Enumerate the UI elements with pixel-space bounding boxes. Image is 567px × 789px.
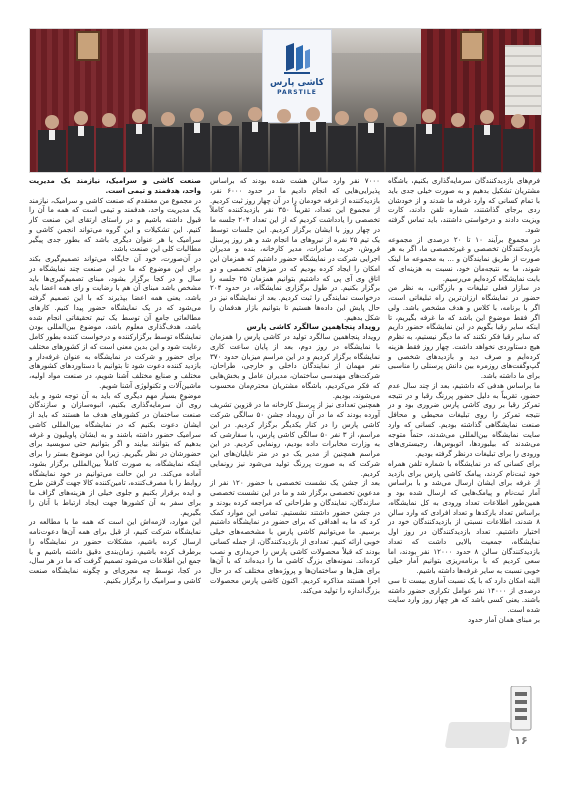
article-column-middle — [210, 176, 380, 595]
paragraph: در مجموع من معتقدم که صنعت کاشی و سرامیک، نیازمند یک مدیریت واحد، هدفمند و تیمی است که همه ما آن را قبول داشته باشیم و در راستای ارتقای این صنعت کار کنیم. این تشکیلات و این گروه می‌تواند انجمن کاشی و سرامیک یا هر عنوان دیگری باشد که بطور جدی پیگیر مطالبات کلی این صنعت باشد. — [29, 195, 201, 254]
article-column-right — [388, 176, 540, 625]
paragraph: رویداد پنجاهمین سالگرد تولید در کاشی پارس را همزمان با نمایشگاه در روز دوم، بعد از پایان ساعت کاری نمایشگاه برگزار کردیم و در این مراسم میزبان حدود ۳۷۰ نفر مهمان از نمایندگان داخلی و خارجی، طراحان، شرکت‌های مهندسی ساختمان، مدیران عامل و بخش‌هایی که فکر می‌کردیم، باشگاه مشتریان محترم‌مان محسوب می‌شوند، بودیم. — [210, 332, 380, 400]
article-column-left — [29, 176, 201, 586]
brand-name-fa: کاشی پارس — [269, 78, 325, 88]
paragraph: همچنین تعدادی نیز از پرسنل کارخانه ما در قزوین تشریف آورده بودند که ما در آن رویداد جشن ۵۰ سالگی شرکت کاشی پارس را در کنار یکدیگر برگزار کردیم. در این مراسم، از ۳ نفر ۵۰ سالگی کاشی پارس، با سفارشی که به وزارت مخابرات داده بودیم، رونمایی کردیم. در این مراسم همچنین از مدیر یک دو در متر نایلیان‌های این شرکت که به صورت پررنگ تولید می‌شود نیز رونمایی کردیم. — [210, 400, 381, 478]
portrait-frame — [76, 31, 100, 61]
paragraph: برای کسانی که در نمایشگاه با شماره تلفن همراه خود ثبت‌نام کردند، پیامک کاشی پارس برای بازدید از غرفه برای ایشان ارسال می‌شد و با براساس آمار ثبت‌نام و پیامک‌هایی که ارسال شده بود و همین‌طور اطلاعات تعداد ورودی به کل نمایشگاه، براساس تعداد بارکدها و تعداد افرادی که وارد سالن ۸ شدند، اطلاعات نسبتی از بازدیدکنندگان خود در اختیار داشتیم. تعداد بازدیدکنندگان در روز اول نمایشگاه، جمعیت بالایی داشت که تعداد بازدیدکنندگان سالن ۸ حدود ۱۲۰۰۰ نفر بودند، اما سعی کردیم که با برنامه‌ریزی بتوانیم آمار خیلی خوبی نسبت به سایر غرفه‌ها داشته باشیم. — [388, 458, 540, 575]
paragraph: بر مبنای همان آمار حدود — [468, 614, 540, 624]
brand-name-en: PARSTILE — [277, 89, 317, 96]
paragraph: در مجموع برآیند ۱۰ تا ۲۰ درصدی از مجموعه بازدیدکنندگان تخصصی و غیرتخصصی ما، اگر به هر صورت از طریق نمایندگان و ... به مجموعه ما لینک شوند، ما به نتیجه‌مان خود، نسبت به هزینه‌ای که بابت نمایشگاه کرده‌ایم می‌رسیم. — [388, 234, 540, 283]
paragraph: موضوع بسیار مهم دیگری که باید به آن توجه شود و باید روی آن سرمایه‌گذاری بکنیم، انبوه‌سازان و سازندگان صنعت ساختمان در کشورهای هدف ما هستند که باید از ایشان دعوت بکنیم که در نمایشگاه بین‌المللی کاشی سرامیک حضور داشته باشند و به ایشان پاویلیون و غرفه بدهیم که بتوانند بیایند و اگر بتوانیم حتی سوبسید برای حضورشان در نظر بگیریم. زیرا این موضوع بستر را برای اینکه نمایشگاه، به صورت کاملاً بین‌المللی برگزار بشود، آماده می‌کند. در این حالت می‌توانیم در خود نمایشگاه روابط را با مصرف‌کننده، تامین‌کننده کالا جهت گرفتن طرح و ایده برقرار بکنیم و جلوی خیلی از هزینه‌های گزاف ما برای سفر به آن کشورها جهت ایجاد ارتباط با آنان را بگیریم. — [29, 390, 201, 517]
paragraph: بعد از جشن یک نشست تخصصی با حضور ۱۲۰ نفر از مدعوین تخصصی برگزار شد و ما در این نشست تخصصی سازندگان، نمایندگان و طراحانی که مراجعه کرده بودند و در جشن حضور داشتند نشستیم. تمامی این موارد کمک کرد که ما به اهدافی که برای حضور در نمایشگاه داشتیم برسیم. ما می‌توانیم کاشی پارس با مشخصه‌های خیلی خوبی ارائه کنیم. تعدادی از بازدیدکنندگان، از جمله کسانی بودند که قبلاً محصولات کاشی پارس را خریداری و نصب کرده‌اند. نمونه‌های بزرگ کاشی ما را دیده‌اند که با آن‌ها برای هتل‌ها و ساختمان‌ها و پروژه‌های مختلف که در حال اجرا هستند مذاکره کردیم. اکنون کاشی پارس محصولات بزرگ‌اندازه را تولید می‌کند. — [210, 478, 380, 595]
page-marker — [447, 686, 535, 750]
paragraph: ما براساس هدفی که داشتیم، بعد از چند سال عدم حضور، تقریباً به دلیل حضور پررنگ رقبا و در نتیجه تمرکز رقبا بر روی کاشی پارس ضروری بود و در نتیجه تمرکز را روی تبلیغات محیطی و محافل صنعت نمایشگاهی گذاشته بودیم. کسانی که وارد سایت نمایشگاه بین‌المللی می‌شدند، حتماً متوجه می‌شدند که بیلبوردها، اتوبوس‌ها، رجیستری‌های ورودی را برای تبلیغات درنظر گرفته بودیم. — [388, 380, 540, 458]
portrait-frame — [460, 31, 484, 61]
pull-quote: صنعت کاشی و سرامیک، نیازمند یک مدیریت واحد، هدفمند و تیمی است. — [29, 176, 201, 195]
paragraph: در آن‌صورت، خود آن جایگاه می‌تواند تصمیم‌گیری بکند برای این موضوع که ما در این صنعت چند نمایشگاه در سال و در کجا برگزار بشود، مبنای تصمیم‌گیری‌ها باید مشخص باشد مبنای آن هم با رضایت و رای همه اعضا باید باشد، یعنی همه اعضا بپذیرند که با این تصمیم گرفته می‌شود که در یک نمایشگاه حضور پیدا کنیم. کارهای مطالعاتی جامع آن توسط یک تیم تحقیقاتی انجام شده باشد، هدف‌گذاری معلوم باشد، موضوع بین‌المللی بودن نمایشگاه توسط برگزارکننده و درخواست کننده بطور کامل رعایت شود و این بدین معنی است که از کشورهای مختلف برای حضور و شرکت در نمایشگاه به عنوان غرفه‌دار و بازدید کننده دعوت شود تا بتوانیم با دستاوردهای کشورهای مختلف و صنایع مختلف آشنا شویم، در صنعت مواد اولیه، ماشین‌آلات و تکنولوژی آشنا شویم. — [29, 254, 201, 390]
page-number: ۱۶ — [514, 734, 528, 747]
issue-badge — [445, 722, 512, 748]
section-heading: رویداد پنجاهمین سالگرد کاشی پارس — [246, 322, 380, 332]
group-of-people — [30, 100, 541, 172]
paragraph: ۷۰۰۰ نفر وارد سالن هشت شده بودند که براساس پذیرایی‌هایی که انجام دادیم ما در حدود ۶۰۰۰ نفر، بازدیدکننده از غرفه خودمان را در آن چهار روز ثبت کردیم. از مجموع این تعداد، تقریباً ۳۵۰ نفر بازدیدکننده کاملاً تخصصی را یادداشت کردیم که از این تعداد ۲۰۴ جلسه ما در چهار روز با ایشان برگزار کردیم. این جلسات توسط یک تیم ۲۵ نفره از نیروهای ما انجام شد و هر روز پرسنل فروش، خرید، صادرات، مدیر کارخانه، بنده و مدیران اجرایی شرکت در نمایشگاه حضور داشتیم که همزمان این امکان را ایجاد کرده بودیم که در میزهای تخصصی و دو اتاق وی آی پی که داشتیم بتوانیم همزمان ۲۵ جلسه را برگزار بکنیم. در طول برگزاری نمایشگاه، در حدود ۲۰۴ درخواست نمایندگی را ثبت کردیم. بعد از نمایشگاه نیز در حال پایش این داده‌ها هستیم تا بتوانیم بازار هدفمان را شکل بدهیم. — [210, 176, 381, 322]
paragraph: البته امکان دارد که با یک نسبت آماری بیست تا سی درصدی از ۱۴۰۰۰ نفر عوامل تکراری حضور داشته باشند. یعنی کسی باشد که هر چهار روز وارد سایت شده است. — [388, 575, 540, 614]
parstile-logo-icon — [282, 42, 312, 76]
paragraph: این موارد، لازمه‌اش این است که همه ما با مطالعه در نمایشگاه شرکت کنیم، از قبل برای همه آن‌ها دعوت‌نامه ارسال کرده باشیم، مشکلات حضور در نمایشگاه را برطرف کرده باشیم، زمان‌بندی دقیق داشته باشیم و با جمع این اطلاعات می‌شود تصمیم گرفت که ما در هر سال، در کجا، توسط چه مجری‌ای و چگونه نمایشگاه صنعت کاشی و سرامیک را برگزار بکنیم. — [29, 517, 201, 585]
paragraph: فرم‌های بازدیدکنندگان سرمایه‌گذاری بکنیم، باشگاه مشتریان تشکیل بدهیم و به صورت خیلی جدی باید با تمام کسانی که وارد غرفه ما شدند و از خودشان ردی برجای گذاشتند، شماره تلفن دادند، کارت ویزیت دادند و درخواستی داشتند، باید تماس گرفته شود. — [388, 176, 540, 234]
event-photo — [29, 28, 542, 173]
paragraph: در سازار فعلی تبلیغات و بازرگانی، به نظر من حضور در نمایشگاه ارزان‌ترین راه تبلیغاتی است، اگر با برنامه، با کلاس و هدف مشخص باشد. ولی اگر فقط موضوع این باشد که ما غرفه بگیریم، تا اینکه سایر رقبا بگویم در این نمایشگاه حضور داریم که سایر رقبا فکر نکنند که ما دیگر نیستیم، به نظرم هیچ دستاوردی نخواهد داشت. چهار روز فقط هزینه کرده‌ایم و صرف دید و بازدیدهای شخصی و گپ‌وگفت‌های روزمره بین دانش پرسنلی را مناسبی برای ما داشته باشد. — [388, 283, 540, 380]
